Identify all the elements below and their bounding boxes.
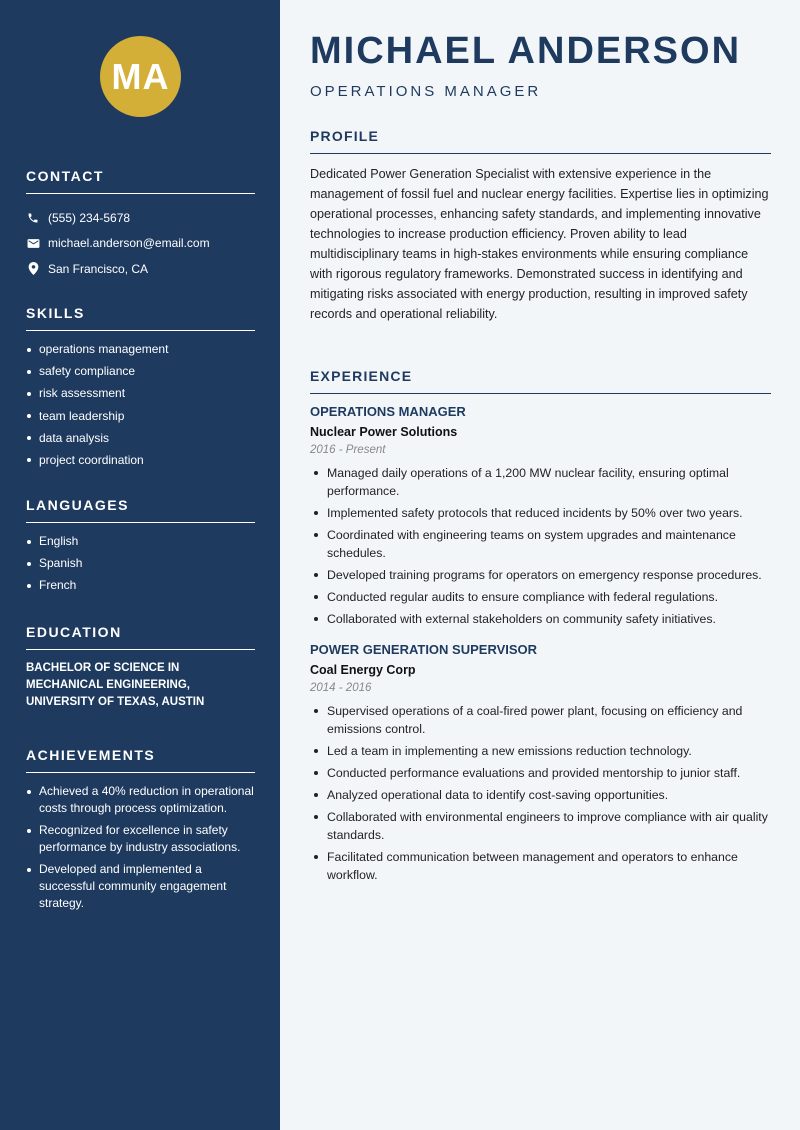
profile-text: Dedicated Power Generation Specialist with extensive experience in the management of fossil fuel and nuclear energy facilities. Expertise lies in optimizing operational processes, enhancing safety standards, and implementing innovative technologies to increase production efficiency. Proven ability to lead multidisciplinary teams in high-stakes environments while ensuring compliance with rigorous regulatory frameworks. Demonstrated success in identifying and mitigating risks associated with energy production, resulting in improved safety records and operational reliability. xyxy=(310,167,769,321)
achievements-section xyxy=(26,747,255,917)
language-item: Spanish xyxy=(26,555,255,572)
avatar-initials: MA xyxy=(111,55,170,97)
job-title: OPERATIONS MANAGER xyxy=(310,404,466,419)
job-company: Coal Energy Corp xyxy=(310,663,416,677)
job-bullet: Managed daily operations of a 1,200 MW nuclear facility, ensuring optimal performance. xyxy=(310,464,771,500)
profile-title: PROFILE xyxy=(310,128,771,154)
job-bullet: Facilitated communication between management and operators to enhance workflow. xyxy=(310,848,771,884)
job-company: Nuclear Power Solutions xyxy=(310,425,458,439)
achievement-item: Achieved a 40% reduction in operational costs through process optimization. xyxy=(26,783,255,817)
skill-item: operations management xyxy=(26,341,255,358)
skill-item: data analysis xyxy=(26,430,255,447)
skill-item: risk assessment xyxy=(26,385,255,402)
profile-section xyxy=(310,128,771,324)
achievement-item: Recognized for excellence in safety performance by industry associations. xyxy=(26,822,255,856)
job-bullet: Collaborated with external stakeholders on community safety initiatives. xyxy=(310,610,771,628)
job-entry xyxy=(310,404,771,628)
job-entry xyxy=(310,642,771,884)
avatar xyxy=(100,36,181,117)
job-bullet: Supervised operations of a coal-fired power plant, focusing on efficiency and emissions control. xyxy=(310,702,771,738)
contact-title: CONTACT xyxy=(26,168,255,194)
experience-title: EXPERIENCE xyxy=(310,368,771,394)
achievement-item: Developed and implemented a successful community engagement strategy. xyxy=(26,861,255,912)
contact-email-text[interactable]: michael.anderson@email.com xyxy=(48,236,210,251)
contact-phone xyxy=(26,205,255,231)
skills-section xyxy=(26,305,255,474)
phone-icon xyxy=(26,211,40,225)
job-bullet: Developed training programs for operators on emergency response procedures. xyxy=(310,566,771,584)
contact-email xyxy=(26,231,255,257)
skills-title: SKILLS xyxy=(26,305,255,331)
job-bullet: Conducted regular audits to ensure compliance with federal regulations. xyxy=(310,588,771,606)
language-item: French xyxy=(26,577,255,594)
sidebar xyxy=(0,0,280,1130)
contact-location xyxy=(26,256,255,282)
job-title: POWER GENERATION SUPERVISOR xyxy=(310,642,538,657)
contact-section xyxy=(26,168,255,282)
contact-phone-text[interactable]: (555) 234-5678 xyxy=(48,210,131,225)
job-bullet: Collaborated with environmental engineers to improve compliance with air quality standards. xyxy=(310,808,771,844)
job-bullet: Implemented safety protocols that reduced incidents by 50% over two years. xyxy=(310,504,771,522)
language-item: English xyxy=(26,533,255,550)
skill-item: safety compliance xyxy=(26,363,255,380)
location-icon xyxy=(26,262,40,276)
experience-section xyxy=(310,368,771,888)
email-icon xyxy=(26,236,40,250)
education-degree: BACHELOR OF SCIENCE IN MECHANICAL ENGINEERING, UNIVERSITY OF TEXAS, AUSTIN xyxy=(26,662,205,708)
languages-title: LANGUAGES xyxy=(26,497,255,523)
job-dates: 2016 - Present xyxy=(310,444,386,456)
job-bullet: Analyzed operational data to identify cost-saving opportunities. xyxy=(310,786,771,804)
contact-location-text: San Francisco, CA xyxy=(48,261,149,276)
job-dates: 2014 - 2016 xyxy=(310,682,372,694)
achievements-title: ACHIEVEMENTS xyxy=(26,747,255,773)
education-title: EDUCATION xyxy=(26,624,255,650)
skill-item: project coordination xyxy=(26,452,255,469)
candidate-role: OPERATIONS MANAGER xyxy=(310,83,542,100)
languages-section xyxy=(26,497,255,600)
education-section xyxy=(26,624,255,711)
job-bullet: Conducted performance evaluations and provided mentorship to junior staff. xyxy=(310,764,771,782)
job-bullet: Coordinated with engineering teams on system upgrades and maintenance schedules. xyxy=(310,526,771,562)
job-bullet: Led a team in implementing a new emissions reduction technology. xyxy=(310,742,771,760)
skill-item: team leadership xyxy=(26,408,255,425)
candidate-name: MICHAEL ANDERSON xyxy=(310,30,742,72)
